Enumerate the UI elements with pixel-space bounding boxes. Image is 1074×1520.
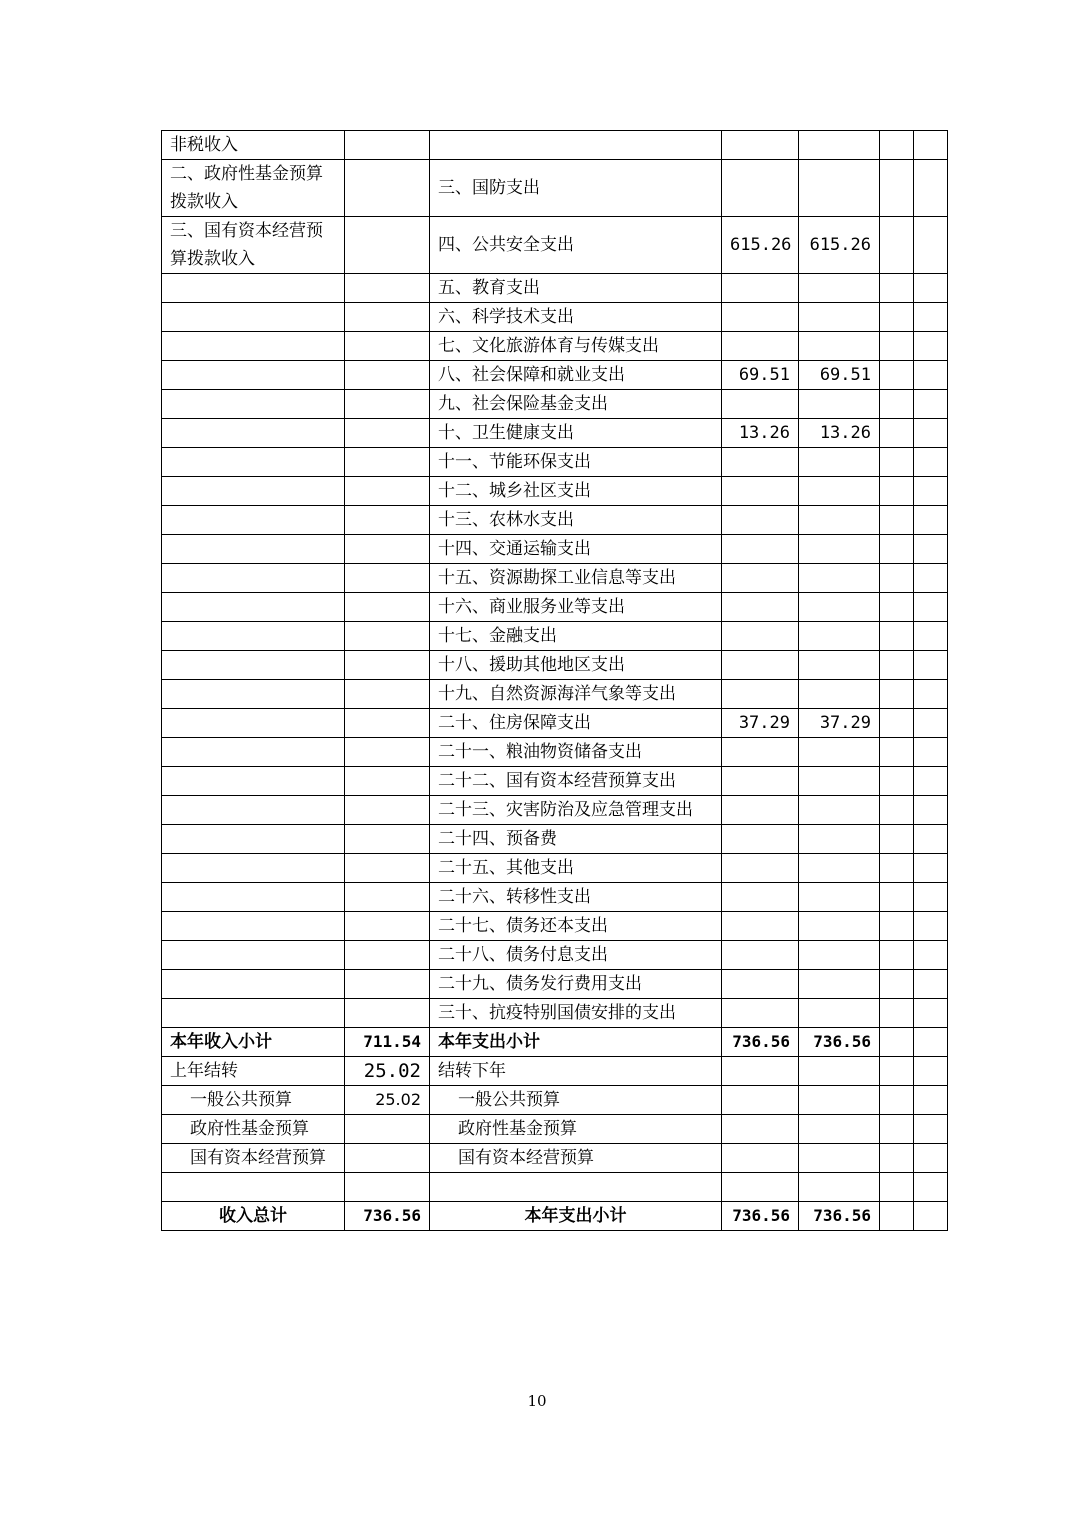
expense-total (722, 1057, 799, 1086)
expense-general-budget (799, 160, 880, 217)
table-row (162, 448, 948, 477)
expense-general-budget (799, 448, 880, 477)
budget-table (161, 130, 948, 1231)
empty-cell (914, 217, 948, 274)
expense-subtotal-total: 736.56 (722, 1028, 799, 1057)
table-row (162, 796, 948, 825)
income-item (162, 709, 345, 738)
income-amount (345, 217, 430, 274)
table-row (162, 825, 948, 854)
expense-general-budget: 69.51 (799, 361, 880, 390)
expense-item: 十三、农林水支出 (430, 506, 722, 535)
income-amount (345, 738, 430, 767)
empty-cell (914, 477, 948, 506)
table-row (162, 622, 948, 651)
empty-cell (914, 131, 948, 160)
expense-general-budget (799, 506, 880, 535)
carryover-row (162, 1057, 948, 1086)
empty-cell (880, 131, 914, 160)
empty-cell (880, 1144, 914, 1173)
empty-cell (880, 883, 914, 912)
expense-general-budget (799, 680, 880, 709)
expense-item: 二十、住房保障支出 (430, 709, 722, 738)
empty-cell (880, 941, 914, 970)
income-item (162, 593, 345, 622)
table-row (162, 941, 948, 970)
table-row (162, 680, 948, 709)
expense-general-budget (799, 1173, 880, 1202)
expense-general-budget (799, 535, 880, 564)
table-row (162, 1115, 948, 1144)
empty-cell (880, 796, 914, 825)
expense-total (722, 883, 799, 912)
expense-general-budget: 13.26 (799, 419, 880, 448)
empty-cell (880, 535, 914, 564)
income-item (162, 477, 345, 506)
income-amount (345, 970, 430, 999)
empty-cell (880, 825, 914, 854)
table-row (162, 131, 948, 160)
empty-cell (914, 160, 948, 217)
expense-item: 十七、金融支出 (430, 622, 722, 651)
carry-forward-label: 结转下年 (430, 1057, 722, 1086)
expense-general-budget (799, 738, 880, 767)
expense-general-budget (799, 651, 880, 680)
expense-item: 二十七、债务还本支出 (430, 912, 722, 941)
table-row (162, 912, 948, 941)
expense-total (722, 738, 799, 767)
expense-total (722, 160, 799, 217)
expense-total (722, 564, 799, 593)
empty-cell (914, 796, 948, 825)
expense-item: 六、科学技术支出 (430, 303, 722, 332)
income-item (162, 738, 345, 767)
carryover-label: 上年结转 (162, 1057, 345, 1086)
income-amount (345, 303, 430, 332)
empty-cell (880, 999, 914, 1028)
expense-general-budget (799, 854, 880, 883)
empty-cell (880, 970, 914, 999)
empty-cell (914, 419, 948, 448)
expense-grand-total: 736.56 (722, 1202, 799, 1231)
grand-total-row (162, 1202, 948, 1231)
income-item: 三、国有资本经营预算拨款收入 (162, 217, 345, 274)
income-amount (345, 593, 430, 622)
expense-item: 十四、交通运输支出 (430, 535, 722, 564)
expense-general-budget (799, 912, 880, 941)
empty-cell (914, 448, 948, 477)
empty-cell (914, 651, 948, 680)
empty-cell (914, 361, 948, 390)
table-row (162, 738, 948, 767)
empty-cell (880, 448, 914, 477)
expense-total (722, 651, 799, 680)
expense-total (722, 767, 799, 796)
expense-item: 二十三、灾害防治及应急管理支出 (430, 796, 722, 825)
income-item (162, 970, 345, 999)
empty-cell (880, 1086, 914, 1115)
empty-cell (880, 651, 914, 680)
empty-cell (914, 535, 948, 564)
table-row (162, 477, 948, 506)
expense-total (722, 912, 799, 941)
expense-total: 615.26 (722, 217, 799, 274)
income-item (162, 941, 345, 970)
income-item: 国有资本经营预算 (162, 1144, 345, 1173)
empty-cell (914, 680, 948, 709)
income-amount (345, 506, 430, 535)
expense-total (722, 448, 799, 477)
expense-item: 十五、资源勘探工业信息等支出 (430, 564, 722, 593)
income-item (162, 448, 345, 477)
income-amount (345, 160, 430, 217)
empty-cell (914, 506, 948, 535)
table-row (162, 419, 948, 448)
income-amount (345, 912, 430, 941)
expense-item: 十、卫生健康支出 (430, 419, 722, 448)
expense-general-budget (799, 1144, 880, 1173)
expense-general-budget (799, 477, 880, 506)
empty-cell (914, 767, 948, 796)
empty-cell (880, 1173, 914, 1202)
income-amount (345, 419, 430, 448)
expense-general-budget: 37.29 (799, 709, 880, 738)
income-item (162, 390, 345, 419)
table-row (162, 564, 948, 593)
expense-item: 十二、城乡社区支出 (430, 477, 722, 506)
income-amount (345, 883, 430, 912)
table-row (162, 274, 948, 303)
table-row (162, 593, 948, 622)
expense-total (722, 1086, 799, 1115)
empty-cell (914, 622, 948, 651)
income-item (162, 303, 345, 332)
income-grand-total-amount: 736.56 (345, 1202, 430, 1231)
income-amount (345, 709, 430, 738)
income-item (162, 419, 345, 448)
empty-cell (880, 767, 914, 796)
empty-cell (880, 1057, 914, 1086)
income-amount (345, 564, 430, 593)
expense-total (722, 854, 799, 883)
empty-cell (914, 738, 948, 767)
income-item (162, 796, 345, 825)
income-item: 非税收入 (162, 131, 345, 160)
expense-total (722, 622, 799, 651)
expense-grand-total-label: 本年支出小计 (430, 1202, 722, 1231)
income-subtotal-label: 本年收入小计 (162, 1028, 345, 1057)
expense-general-budget (799, 1086, 880, 1115)
empty-cell (914, 970, 948, 999)
empty-cell (914, 912, 948, 941)
expense-general-budget (799, 332, 880, 361)
income-amount (345, 332, 430, 361)
expense-total (722, 332, 799, 361)
income-item (162, 912, 345, 941)
empty-cell (914, 390, 948, 419)
income-item (162, 564, 345, 593)
expense-total (722, 593, 799, 622)
income-amount (345, 854, 430, 883)
expense-total (722, 970, 799, 999)
expense-total: 13.26 (722, 419, 799, 448)
empty-cell (914, 564, 948, 593)
income-item (162, 506, 345, 535)
page-number: 10 (527, 1392, 547, 1410)
empty-cell (880, 593, 914, 622)
income-amount (345, 448, 430, 477)
expense-general-budget (799, 1057, 880, 1086)
income-item (162, 854, 345, 883)
expense-item: 四、公共安全支出 (430, 217, 722, 274)
empty-cell (880, 332, 914, 361)
table-row (162, 217, 948, 274)
expense-item (430, 131, 722, 160)
empty-cell (880, 854, 914, 883)
expense-general-budget (799, 941, 880, 970)
expense-subtotal-label: 本年支出小计 (430, 1028, 722, 1057)
expense-total (722, 825, 799, 854)
expense-general-budget (799, 970, 880, 999)
expense-general-budget (799, 303, 880, 332)
income-item (162, 883, 345, 912)
empty-cell (880, 912, 914, 941)
empty-cell (880, 709, 914, 738)
income-item (162, 274, 345, 303)
expense-general-budget (799, 390, 880, 419)
empty-cell (914, 1028, 948, 1057)
income-item (162, 767, 345, 796)
expense-general-budget (799, 883, 880, 912)
empty-cell (880, 274, 914, 303)
expense-total (722, 999, 799, 1028)
income-amount (345, 1144, 430, 1173)
income-amount (345, 1115, 430, 1144)
expense-general-budget (799, 767, 880, 796)
income-item (162, 332, 345, 361)
income-amount (345, 535, 430, 564)
expense-item: 三十、抗疫特别国债安排的支出 (430, 999, 722, 1028)
expense-item: 二十一、粮油物资储备支出 (430, 738, 722, 767)
empty-cell (880, 1115, 914, 1144)
table-row (162, 361, 948, 390)
expense-item: 二十八、债务付息支出 (430, 941, 722, 970)
expense-general-budget (799, 274, 880, 303)
empty-cell (914, 999, 948, 1028)
empty-cell (914, 883, 948, 912)
empty-cell (914, 303, 948, 332)
table-row (162, 535, 948, 564)
expense-general-budget (799, 796, 880, 825)
expense-total (722, 1115, 799, 1144)
expense-item: 国有资本经营预算 (430, 1144, 722, 1173)
income-subtotal-amount: 711.54 (345, 1028, 430, 1057)
expense-item: 七、文化旅游体育与传媒支出 (430, 332, 722, 361)
expense-total (722, 941, 799, 970)
empty-cell (914, 332, 948, 361)
expense-total (722, 390, 799, 419)
income-item (162, 825, 345, 854)
empty-cell (880, 160, 914, 217)
expense-general-budget (799, 564, 880, 593)
empty-cell (880, 622, 914, 651)
expense-total: 69.51 (722, 361, 799, 390)
income-amount (345, 1173, 430, 1202)
income-item: 一般公共预算 (162, 1086, 345, 1115)
table-row (162, 883, 948, 912)
empty-cell (880, 564, 914, 593)
income-amount (345, 651, 430, 680)
empty-cell (914, 1144, 948, 1173)
expense-item: 二十四、预备费 (430, 825, 722, 854)
table-row (162, 332, 948, 361)
expense-item: 八、社会保障和就业支出 (430, 361, 722, 390)
empty-cell (880, 303, 914, 332)
expense-total (722, 506, 799, 535)
income-grand-total-label: 收入总计 (162, 1202, 345, 1231)
empty-cell (914, 709, 948, 738)
table-row (162, 160, 948, 217)
empty-cell (880, 390, 914, 419)
empty-cell (914, 1202, 948, 1231)
empty-cell (914, 1057, 948, 1086)
income-amount (345, 477, 430, 506)
income-item: 政府性基金预算 (162, 1115, 345, 1144)
table-row (162, 506, 948, 535)
empty-cell (880, 477, 914, 506)
expense-total (722, 796, 799, 825)
expense-general-budget (799, 593, 880, 622)
expense-item: 一般公共预算 (430, 1086, 722, 1115)
expense-general-budget (799, 999, 880, 1028)
table-row (162, 651, 948, 680)
expense-item: 十六、商业服务业等支出 (430, 593, 722, 622)
carryover-amount: 25.02 (345, 1057, 430, 1086)
expense-total (722, 1173, 799, 1202)
empty-cell (914, 274, 948, 303)
expense-item: 十一、节能环保支出 (430, 448, 722, 477)
expense-general-budget: 615.26 (799, 217, 880, 274)
expense-item: 九、社会保险基金支出 (430, 390, 722, 419)
table-row (162, 709, 948, 738)
empty-cell (914, 941, 948, 970)
expense-item: 十九、自然资源海洋气象等支出 (430, 680, 722, 709)
table-row (162, 767, 948, 796)
expense-item: 二十五、其他支出 (430, 854, 722, 883)
income-amount (345, 796, 430, 825)
empty-cell (914, 1115, 948, 1144)
table-row (162, 1086, 948, 1115)
expense-grand-total-general: 736.56 (799, 1202, 880, 1231)
expense-general-budget (799, 1115, 880, 1144)
expense-subtotal-general: 736.56 (799, 1028, 880, 1057)
table-row (162, 999, 948, 1028)
empty-cell (880, 738, 914, 767)
expense-total (722, 477, 799, 506)
expense-general-budget (799, 131, 880, 160)
empty-cell (914, 825, 948, 854)
subtotal-row (162, 1028, 948, 1057)
income-amount (345, 622, 430, 651)
table-row (162, 1173, 948, 1202)
expense-item: 十八、援助其他地区支出 (430, 651, 722, 680)
income-amount: 25.02 (345, 1086, 430, 1115)
table-row (162, 303, 948, 332)
income-item (162, 680, 345, 709)
empty-cell (914, 593, 948, 622)
expense-general-budget (799, 825, 880, 854)
table-row (162, 1144, 948, 1173)
expense-item (430, 1173, 722, 1202)
income-item (162, 361, 345, 390)
income-amount (345, 999, 430, 1028)
expense-total: 37.29 (722, 709, 799, 738)
empty-cell (880, 361, 914, 390)
table-row (162, 390, 948, 419)
expense-total (722, 680, 799, 709)
expense-item: 二十六、转移性支出 (430, 883, 722, 912)
income-amount (345, 390, 430, 419)
expense-total (722, 535, 799, 564)
expense-item: 二十二、国有资本经营预算支出 (430, 767, 722, 796)
table-row (162, 970, 948, 999)
expense-total (722, 274, 799, 303)
expense-total (722, 303, 799, 332)
income-item (162, 622, 345, 651)
expense-total (722, 131, 799, 160)
empty-cell (880, 419, 914, 448)
expense-general-budget (799, 622, 880, 651)
income-item (162, 999, 345, 1028)
income-amount (345, 131, 430, 160)
income-item (162, 651, 345, 680)
expense-item: 五、教育支出 (430, 274, 722, 303)
expense-item: 三、国防支出 (430, 160, 722, 217)
empty-cell (914, 1173, 948, 1202)
expense-item: 政府性基金预算 (430, 1115, 722, 1144)
empty-cell (880, 506, 914, 535)
income-item: 二、政府性基金预算拨款收入 (162, 160, 345, 217)
expense-total (722, 1144, 799, 1173)
income-amount (345, 825, 430, 854)
income-amount (345, 680, 430, 709)
income-item (162, 535, 345, 564)
empty-cell (914, 1086, 948, 1115)
income-amount (345, 274, 430, 303)
income-amount (345, 941, 430, 970)
empty-cell (880, 1202, 914, 1231)
income-item (162, 1173, 345, 1202)
expense-item: 二十九、债务发行费用支出 (430, 970, 722, 999)
empty-cell (880, 680, 914, 709)
table-row (162, 854, 948, 883)
empty-cell (914, 854, 948, 883)
empty-cell (880, 1028, 914, 1057)
income-amount (345, 767, 430, 796)
empty-cell (880, 217, 914, 274)
income-amount (345, 361, 430, 390)
